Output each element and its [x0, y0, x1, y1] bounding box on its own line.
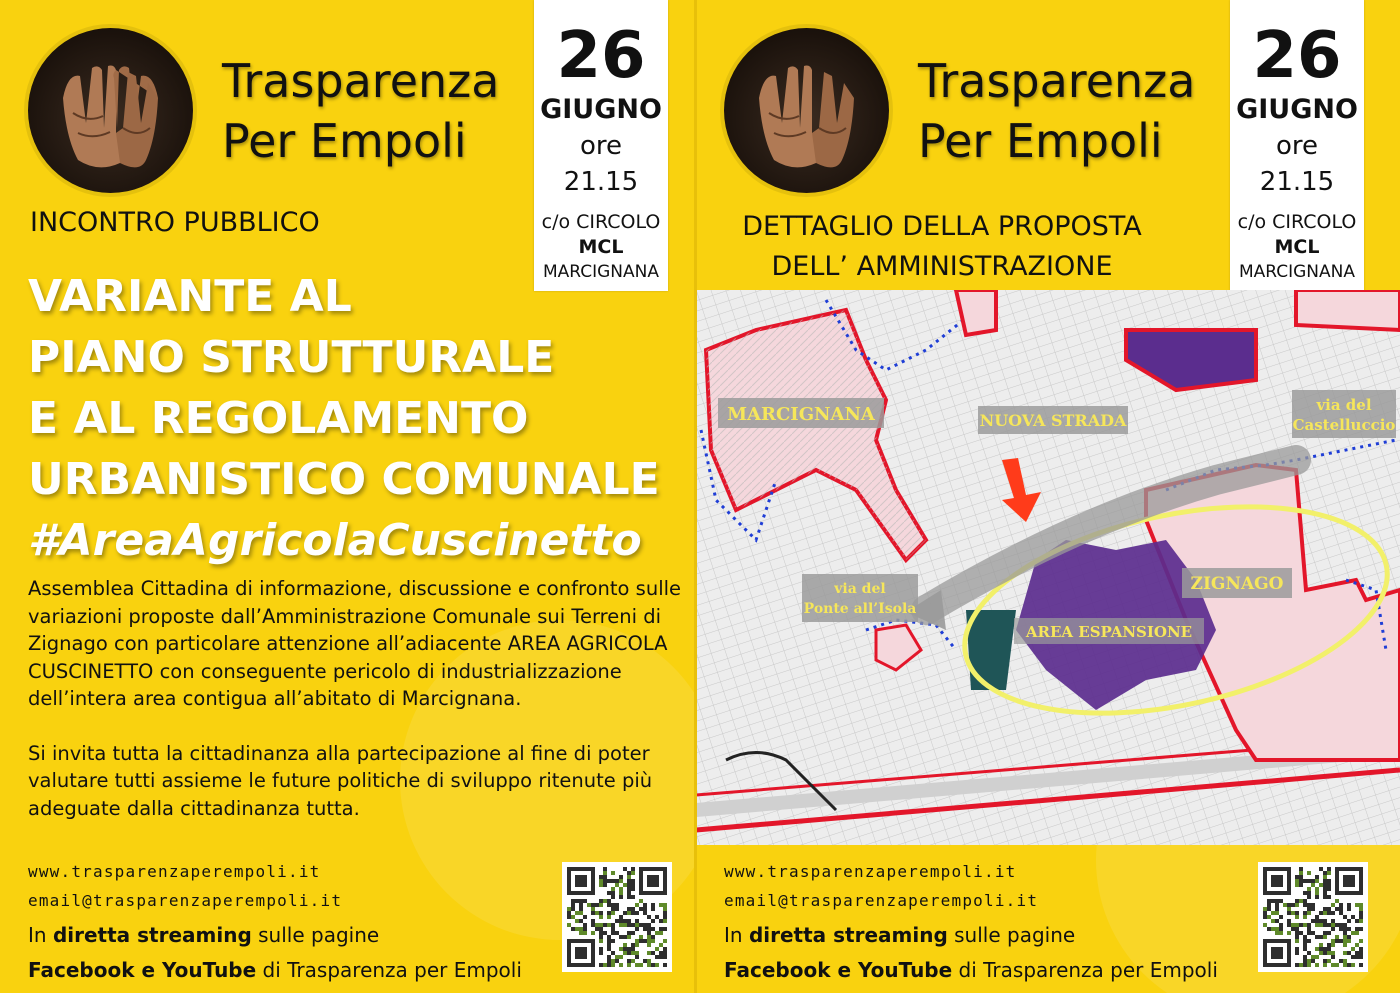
date-day: 26	[1252, 19, 1342, 93]
map-label-castelluccio-1: via del	[1316, 396, 1372, 414]
headline-line-2: PIANO STRUTTURALE	[28, 332, 555, 383]
brand-title	[222, 52, 499, 172]
venue-mcl: MCL	[1274, 236, 1320, 258]
email-link[interactable]: email@trasparenzaperempoli.it	[724, 891, 1039, 910]
description-paragraph-1: Assemblea Cittadina di informazione, discussione e confronto sulle variazioni proposte dall’Amministrazione Comunale sui Terreni di Zignago con particolare attenzione all’adiacente AREA AGRICOLA CUSCINETTO con conseguente pericolo di industrializzazione dell’intera area contigua all’abitato di Marcignana.	[28, 577, 682, 710]
hands-logo	[28, 28, 193, 193]
footer	[724, 862, 1218, 986]
headline-line-4: URBANISTICO COMUNALE	[28, 454, 660, 505]
streaming-line	[724, 920, 1218, 951]
qr-code-icon	[1258, 862, 1368, 972]
event-type: INCONTRO PUBBLICO	[30, 207, 320, 238]
map-canvas	[696, 290, 1400, 845]
website-link[interactable]: www.trasparenzaperempoli.it	[28, 862, 321, 881]
date-time: 21.15	[1259, 167, 1335, 197]
venue-circolo: c/o CIRCOLO	[1237, 211, 1357, 233]
description	[28, 575, 688, 849]
date-time: 21.15	[563, 167, 639, 197]
hands-icon	[724, 28, 889, 193]
social-bold: Facebook e YouTube	[28, 958, 257, 982]
email-link[interactable]: email@trasparenzaperempoli.it	[28, 891, 343, 910]
streaming-bold: diretta streaming	[748, 923, 948, 947]
social-line	[28, 955, 522, 986]
right-flyer	[696, 0, 1400, 993]
streaming-bold: diretta streaming	[52, 923, 252, 947]
website-link[interactable]: www.trasparenzaperempoli.it	[724, 862, 1017, 881]
map-label-zignago: ZIGNAGO	[1190, 574, 1284, 594]
map-label-nuova-strada: NUOVA STRADA	[979, 411, 1127, 430]
date-month: GIUGNO	[540, 94, 662, 125]
footer	[28, 862, 522, 986]
brand-line-2: Per Empoli	[222, 113, 467, 168]
date-ore: ore	[579, 131, 623, 161]
social-suffix: di Trasparenza per Empoli	[256, 958, 522, 982]
streaming-suffix: sulle pagine	[947, 923, 1076, 947]
streaming-line	[28, 920, 522, 951]
social-line	[724, 955, 1218, 986]
map-label-area-espansione: AREA ESPANSIONE	[1025, 623, 1193, 641]
qr-code[interactable]	[562, 862, 672, 972]
brand-title	[918, 52, 1195, 172]
date-box	[1230, 0, 1364, 291]
qr-code[interactable]	[1258, 862, 1368, 972]
left-flyer	[0, 0, 696, 993]
headline-line-1: VARIANTE AL	[28, 271, 352, 322]
date-day: 26	[556, 19, 646, 93]
zoning-map	[696, 290, 1400, 845]
hands-logo	[724, 28, 889, 193]
date-ore: ore	[1275, 131, 1319, 161]
venue-mcl: MCL	[578, 236, 624, 258]
map-label-ponte-2: Ponte all’Isola	[803, 601, 917, 617]
streaming-suffix: sulle pagine	[251, 923, 380, 947]
streaming-prefix: In	[724, 923, 749, 947]
streaming-prefix: In	[28, 923, 53, 947]
headline	[28, 266, 660, 571]
venue-circolo: c/o CIRCOLO	[541, 211, 661, 233]
brand-line-1: Trasparenza	[918, 54, 1196, 108]
venue-place: MARCIGNANA	[542, 262, 659, 282]
venue-place: MARCIGNANA	[1238, 262, 1355, 282]
map-label-ponte-1: via del	[834, 581, 886, 597]
brand-line-2: Per Empoli	[918, 113, 1163, 168]
qr-code-icon	[562, 862, 672, 972]
map-label-marcignana: MARCIGNANA	[727, 404, 875, 425]
map-heading-line-2: DELL’ AMMINISTRAZIONE	[771, 251, 1113, 282]
hands-icon	[28, 28, 193, 193]
map-heading	[722, 207, 1162, 287]
social-bold: Facebook e YouTube	[724, 958, 953, 982]
social-suffix: di Trasparenza per Empoli	[952, 958, 1218, 982]
map-label-castelluccio-2: Castelluccio	[1292, 416, 1396, 434]
brand-line-1: Trasparenza	[222, 54, 500, 108]
hashtag: #AreaAgricolaCuscinetto	[28, 515, 642, 566]
headline-line-3: E AL REGOLAMENTO	[28, 393, 529, 444]
panel-divider	[694, 0, 697, 993]
map-heading-line-1: DETTAGLIO DELLA PROPOSTA	[742, 211, 1142, 242]
date-month: GIUGNO	[1236, 94, 1358, 125]
description-paragraph-2: Si invita tutta la cittadinanza alla partecipazione al fine di poter valutare tutti assieme le future politiche di sviluppo ritenute più adeguate dalla cittadinanza tutta.	[28, 741, 653, 820]
date-box	[534, 0, 668, 291]
